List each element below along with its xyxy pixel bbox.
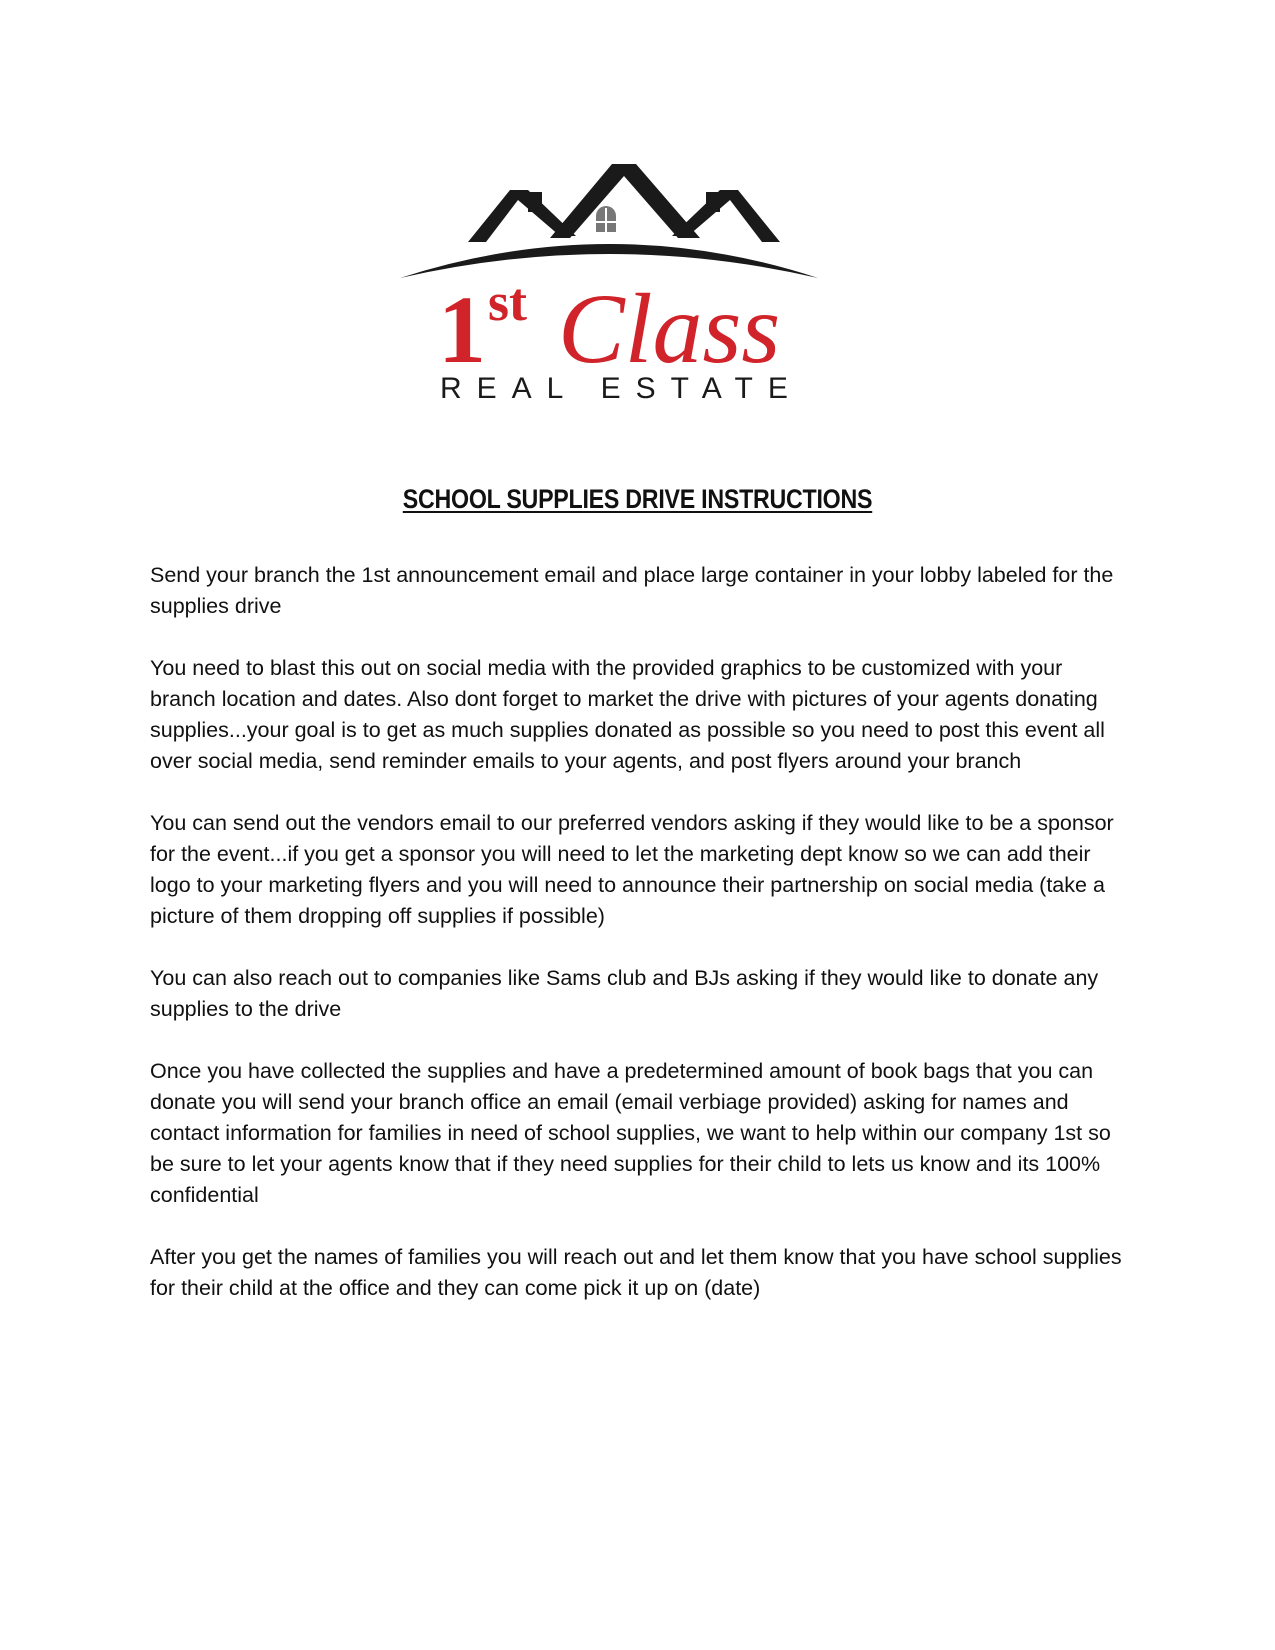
- logo-brand-subtitle: REAL ESTATE: [440, 372, 803, 405]
- company-logo-graphic: [400, 150, 860, 425]
- company-logo: [400, 150, 860, 425]
- logo-brand-suffix: st: [488, 272, 527, 332]
- instruction-paragraph-3: You can send out the vendors email to our preferred vendors asking if they would like to be a sponsor for the event...if you get a sponsor you will need to let the marketing dept know so we can add their logo to your marketing flyers and you will need to announce their partnership on social media (take a picture of them dropping off supplies if possible): [150, 811, 1114, 928]
- instruction-paragraph-4: You can also reach out to companies like Sams club and BJs asking if they would like to donate any supplies to the drive: [150, 966, 1099, 1021]
- instruction-paragraph-2: You need to blast this out on social media with the provided graphics to be customized with your branch location and dates. Also dont forget to market the drive with pictures of your agents donating supplies...your goal is to get as much supplies donated as possible so you need to post this event all over social media, send reminder emails to your agents, and post flyers around your branch: [150, 656, 1105, 773]
- logo-brand-number: 1: [438, 276, 486, 383]
- instruction-paragraph-5: Once you have collected the supplies and have a predetermined amount of book bags that you can donate you will send your branch office an email (email verbiage provided) asking for names and contact information for families in need of school supplies, we want to help within our company 1st so be sure to let your agents know that if they need supplies for their child to lets us know and its 100% confidential: [150, 1059, 1111, 1207]
- document-title: SCHOOL SUPPLIES DRIVE INSTRUCTIONS: [402, 484, 873, 514]
- window-icon: [596, 206, 616, 232]
- instructions-body: [150, 560, 1130, 1335]
- instruction-paragraph-1: Send your branch the 1st announcement email and place large container in your lobby labeled for the supplies drive: [150, 563, 1114, 618]
- logo-brand-word: Class: [558, 273, 781, 384]
- instruction-paragraph-6: After you get the names of families you will reach out and let them know that you have school supplies for their child at the office and they can come pick it up on (date): [150, 1245, 1122, 1300]
